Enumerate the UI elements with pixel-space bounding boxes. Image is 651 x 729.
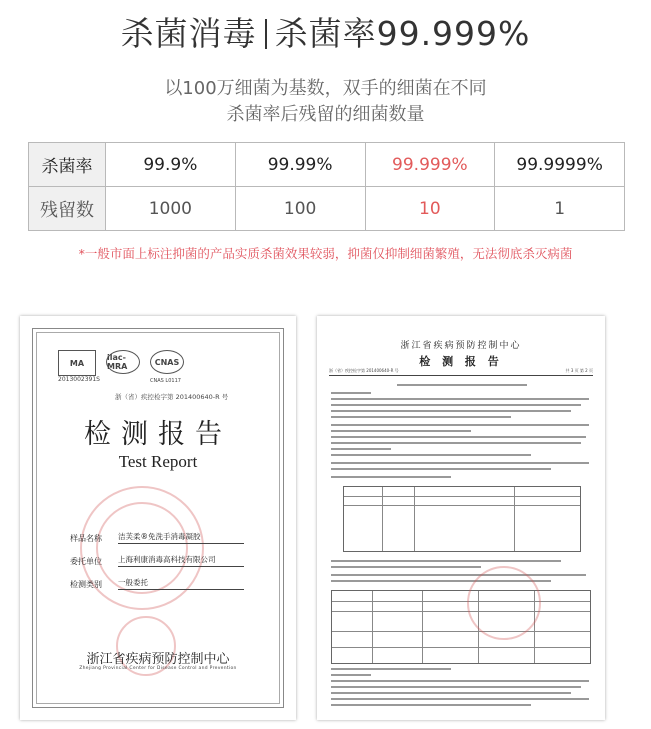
field-value: 洁芙柔®免洗手消毒凝胶 — [118, 531, 244, 544]
accreditation-logos — [58, 350, 184, 376]
residual-cell: 100 — [235, 187, 365, 231]
table-line — [344, 505, 580, 506]
table-line — [332, 631, 590, 632]
report-meta — [329, 368, 593, 376]
subtitle-line-2: 杀菌率后残留的细菌数量 — [226, 104, 425, 125]
table-line — [332, 601, 590, 602]
report-text-line — [331, 442, 581, 444]
report-text-line — [331, 468, 551, 470]
cnas-number: CNAS L0117 — [150, 378, 181, 384]
cma-number: 2013002391S — [58, 376, 100, 383]
field-label: 检测类别 — [70, 580, 102, 589]
report-text-line — [331, 668, 451, 670]
residual-cell: 1000 — [106, 187, 236, 231]
report-text-line — [331, 692, 571, 694]
table-line — [332, 647, 590, 648]
report-text-line — [331, 674, 371, 676]
table-line — [414, 487, 415, 551]
title-right: 杀菌率99.999% — [274, 14, 531, 53]
report-title: 检 测 报 告 — [419, 355, 503, 368]
page-title — [0, 8, 651, 55]
report-text-line — [331, 448, 391, 450]
report-text-line — [331, 392, 371, 394]
rate-cell: 99.99% — [235, 143, 365, 187]
institution-name-en: Zhejiang Provincial Center for Disease Control and Prevention — [79, 666, 237, 671]
cover-fields — [70, 521, 244, 590]
title-left: 杀菌消毒 — [120, 14, 257, 53]
field-label: 样品名称 — [70, 534, 102, 543]
table-row — [29, 143, 625, 187]
institution-name: 浙江省疾病预防控制中心 — [86, 652, 230, 667]
report-text-line — [331, 398, 589, 400]
rate-cell: 99.9999% — [495, 143, 625, 187]
table-row — [29, 187, 625, 231]
field-value: 上海利康消毒高科技有限公司 — [118, 554, 244, 567]
row-label-residual: 残留数 — [29, 187, 106, 231]
report-organization: 浙江省疾病预防控制中心 — [400, 341, 522, 351]
report-text-line — [331, 454, 531, 456]
cma-logo-icon: MA — [58, 350, 96, 376]
certificate-number: 浙（省）疾控检字第 201400640-R 号 — [115, 393, 229, 401]
cnas-logo-icon: CNAS — [150, 350, 184, 374]
test-report-cover — [20, 316, 296, 720]
table-line — [332, 611, 590, 612]
red-seal-icon — [467, 566, 541, 640]
report-text-line — [331, 436, 586, 438]
table-line — [382, 487, 383, 551]
rate-cell-highlight: 99.999% — [365, 143, 495, 187]
test-report-page — [317, 316, 605, 720]
rate-cell: 99.9% — [106, 143, 236, 187]
table-line — [514, 487, 515, 551]
kill-rate-table — [28, 142, 625, 231]
subtitle-line-1: 以100万细菌为基数，双手的细菌在不同 — [164, 78, 487, 99]
report-text-line — [331, 680, 589, 682]
report-text-line — [331, 410, 571, 412]
ilac-logo-icon: ilac-MRA — [106, 350, 140, 374]
field-label: 委托单位 — [70, 557, 102, 566]
cover-title: 检测报告 — [84, 419, 232, 450]
cover-title-en: Test Report — [118, 452, 198, 471]
report-text-line — [397, 384, 527, 386]
report-text-line — [331, 416, 511, 418]
report-text-line — [331, 462, 589, 464]
disclaimer-note: *一般市面上标注抑菌的产品实质杀菌效果较弱，抑菌仅抑制细菌繁殖，无法彻底杀灭病菌 — [78, 246, 573, 261]
report-text-line — [331, 430, 471, 432]
table-line — [344, 496, 580, 497]
report-table-1 — [343, 486, 581, 552]
field-value: 一般委托 — [118, 577, 244, 590]
residual-cell-highlight: 10 — [365, 187, 495, 231]
report-text-line — [331, 686, 581, 688]
field-row — [70, 544, 244, 567]
report-text-line — [331, 560, 561, 562]
report-text-line — [331, 574, 586, 576]
report-text-line — [331, 704, 531, 706]
report-text-line — [331, 476, 451, 478]
table-line — [422, 591, 423, 663]
report-table-2 — [331, 590, 591, 664]
report-number: 浙（省）疾控检字第 201400640-R 号 — [329, 368, 399, 373]
report-text-line — [331, 404, 581, 406]
table-line — [372, 591, 373, 663]
field-row — [70, 567, 244, 590]
residual-cell: 1 — [495, 187, 625, 231]
row-label-rate: 杀菌率 — [29, 143, 106, 187]
report-text-line — [331, 698, 589, 700]
report-text-line — [331, 424, 589, 426]
report-text-line — [331, 566, 481, 568]
field-row — [70, 521, 244, 544]
report-page-count: 共 3 页 第 2 页 — [565, 368, 593, 373]
title-divider — [265, 19, 267, 49]
